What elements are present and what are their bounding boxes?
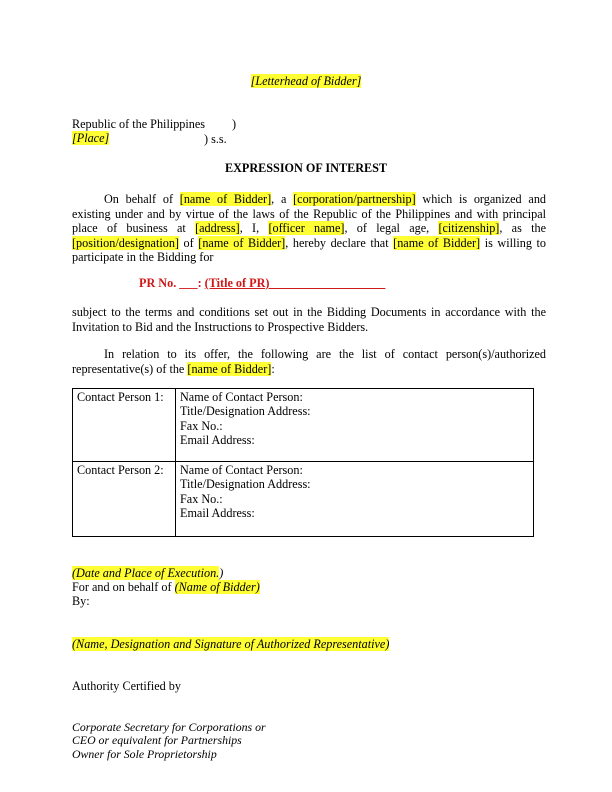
pr-number-label: PR No. ___: [139,276,205,290]
certifier-item: Owner for Sole Proprietorship [72,746,217,761]
authority-label: Authority Certified by [72,679,181,693]
letterhead [0,74,612,88]
relation-paragraph: In relation to its offer, the following are the list of contact person(s)/authorized representative(s) of the [name of Bidder]: [72,347,546,376]
document-title: EXPRESSION OF INTEREST [224,161,388,175]
pr-line [139,276,385,290]
contact-title-field: Title/Designation Address: [180,477,311,492]
contact-label: Contact Person 2: [73,462,176,537]
contact-email-field: Email Address: [180,506,255,521]
certifier-item: Corporate Secretary for Corporations or [72,720,266,734]
jurisdiction-paren: ) [232,117,237,131]
contact-row [73,389,534,462]
letterhead-placeholder: [Letterhead of Bidder] [250,74,362,88]
signature-line [72,637,389,651]
jurisdiction-place [72,131,109,145]
citizenship-placeholder: [citizenship] [438,221,500,236]
certifier-list [72,721,266,761]
jurisdiction-country: Republic of the Philippines [72,117,206,131]
contacts-table [72,388,534,537]
contact-details [176,389,534,462]
corporation-placeholder: [corporation/partnership] [293,192,416,206]
intro-paragraph: On behalf of [name of Bidder], a [corporation/partnership] which is organized and existing under and by virtue of the laws of the Republic of the Philippines and with principal place of business at [address], I, [officer name], of legal age, [citizenship], as the [position/designation] of [name of Bidder], hereby declare that [name of Bidder] is willing to participate in the Bidding for [72,192,547,265]
place-placeholder: [Place] [72,131,110,145]
subject-paragraph: subject to the terms and conditions set out in the Bidding Documents in accordance with the Invitation to Bid and the Instructions to Prospective Bidders. [72,305,546,334]
certifier-item: CEO or equivalent for Partnerships [72,733,242,748]
contact-name-field: Name of Contact Person: [180,390,303,404]
bidder-placeholder: [name of Bidder] [393,235,481,250]
execution-date-place: (Date and Place of Execution.) [72,566,224,580]
officer-placeholder: [officer name] [268,221,345,236]
contact-title-field: Title/Designation Address: [180,404,311,419]
bidder-placeholder: [name of Bidder] [198,235,286,250]
signature-placeholder: (Name, Designation and Signature of Authorized Representative) [72,637,390,651]
jurisdiction-ss: ) s.s. [204,132,227,146]
pr-underline: ___________________ [269,276,386,290]
bidder-placeholder: [name of Bidder] [179,192,272,206]
contact-name-field: Name of Contact Person: [180,463,303,477]
pr-title: (Title of PR) [204,276,270,290]
address-placeholder: [address] [195,221,240,236]
contact-fax-field: Fax No.: [180,418,223,433]
bidder-name-placeholder: (Name of Bidder) [174,580,260,594]
date-place-placeholder: (Date and Place of Execution. [72,566,220,580]
position-placeholder: [position/designation] [72,235,179,250]
contact-fax-field: Fax No.: [180,491,223,506]
behalf-line: For and on behalf of (Name of Bidder) [72,580,260,594]
by-label: By: [72,594,90,608]
contact-email-field: Email Address: [180,433,255,448]
bidder-placeholder: [name of Bidder] [187,361,272,376]
contact-row [73,462,534,537]
contact-label: Contact Person 1: [73,389,176,462]
contact-details [176,462,534,537]
